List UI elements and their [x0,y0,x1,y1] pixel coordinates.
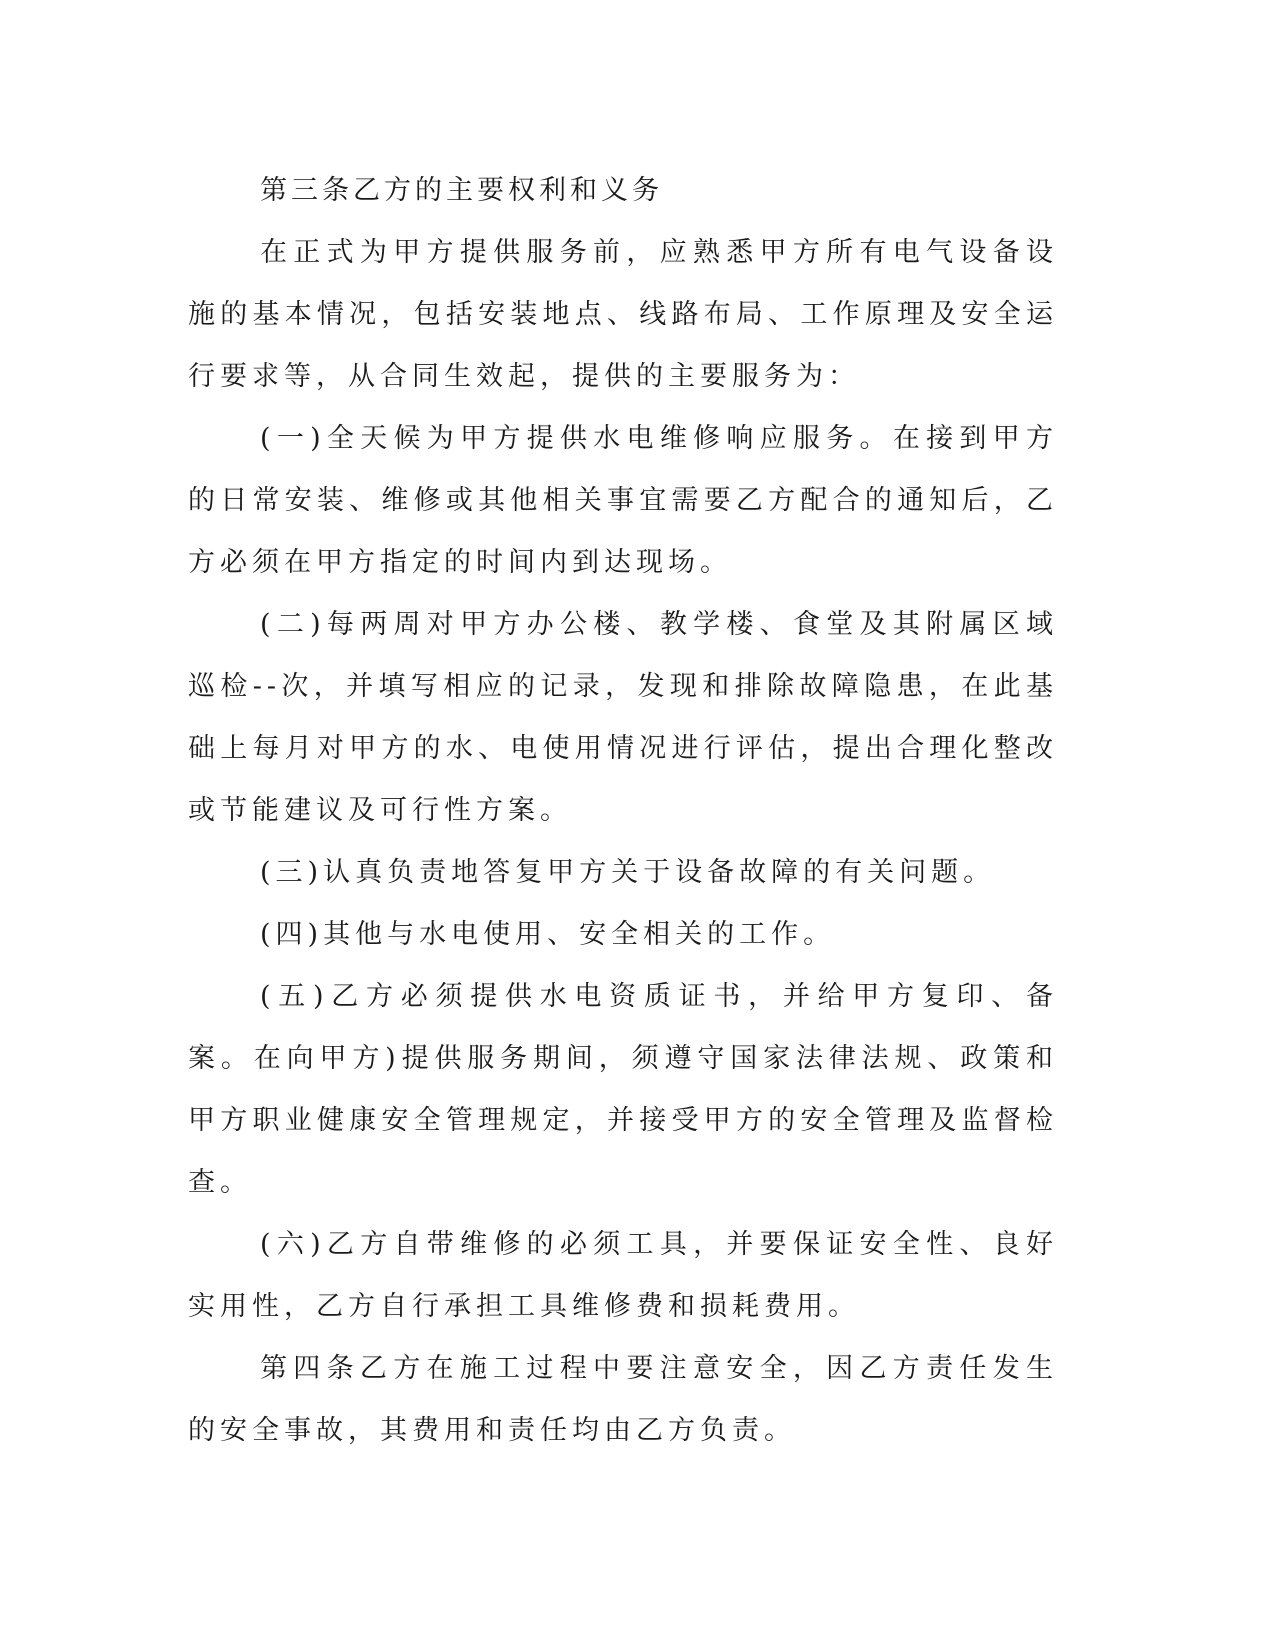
article-3-intro-paragraph: 在正式为甲方提供服务前，应熟悉甲方所有电气设备设施的基本情况，包括安装地点、线路布局、工作原理及安全运行要求等，从合同生效起，提供的主要服务为： [188,237,1058,392]
article-3-heading: 第三条乙方的主要权利和义务 [260,175,663,206]
service-item-6: (六)乙方自带维修的必须工具，并要保证安全性、良好实用性，乙方自行承担工具维修费和损耗费用。 [188,1229,1058,1322]
service-item-3: (三)认真负责地答复甲方关于设备故障的有关问题。 [260,857,996,888]
service-item-2: (二)每两周对甲方办公楼、教学楼、食堂及其附属区域巡检--次，并填写相应的记录，发现和排除故障隐患，在此基础上每月对甲方的水、电使用情况进行评估，提出合理化整改或节能建议及可行性方案。 [188,609,1058,826]
service-item-4: (四)其他与水电使用、安全相关的工作。 [260,919,836,950]
article-4-paragraph: 第四条乙方在施工过程中要注意安全，因乙方责任发生的安全事故，其费用和责任均由乙方负责。 [188,1353,1058,1446]
service-item-5: (五)乙方必须提供水电资质证书，并给甲方复印、备案。在向甲方)提供服务期间，须遵守国家法律法规、政策和甲方职业健康安全管理规定，并接受甲方的安全管理及监督检查。 [188,981,1058,1198]
service-item-1: (一)全天候为甲方提供水电维修响应服务。在接到甲方的日常安装、维修或其他相关事宜需要乙方配合的通知后，乙方必须在甲方指定的时间内到达现场。 [188,423,1058,578]
document-body [188,160,1058,1462]
